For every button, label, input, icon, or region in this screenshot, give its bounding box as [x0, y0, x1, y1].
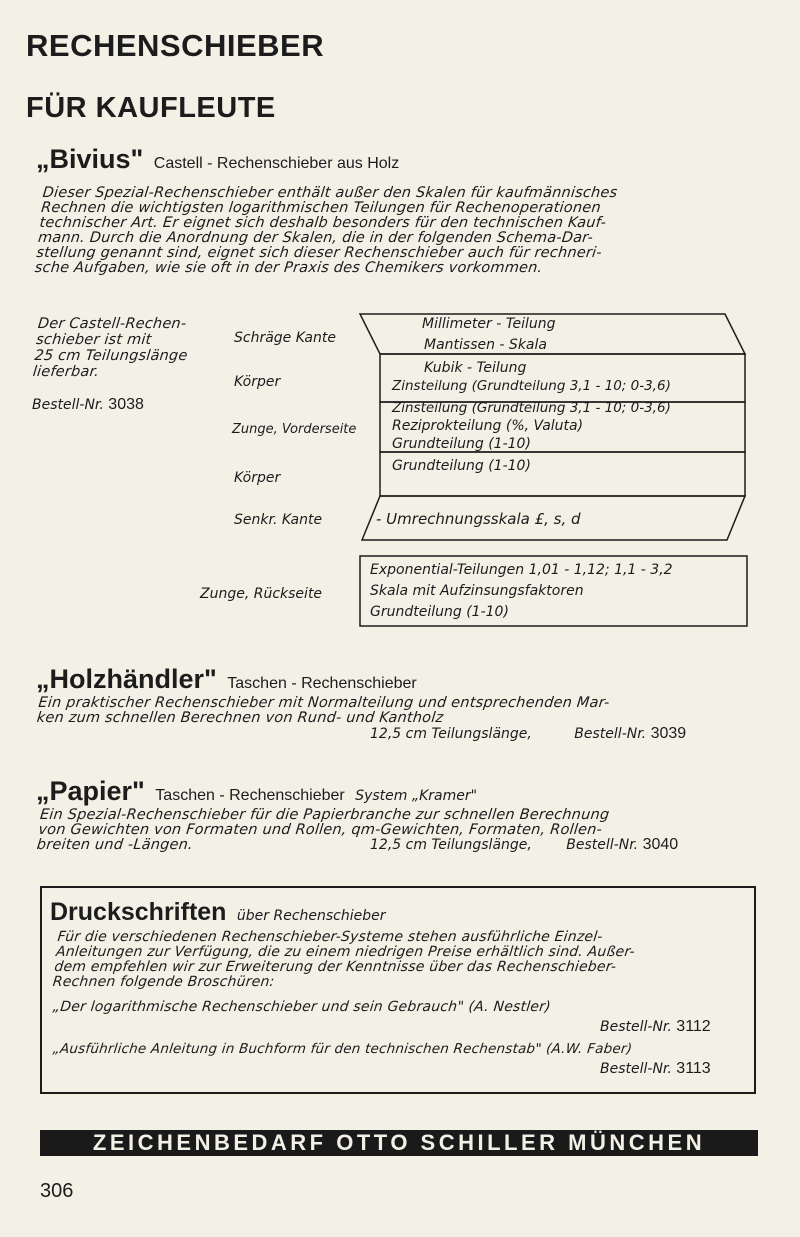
desc-line: Dieser Spezial-Rechenschieber enthält außer den Skalen für kaufmännisches: [41, 185, 619, 201]
label-koerper-1: Körper: [234, 374, 281, 390]
length-label: 12,5 cm Teilungslänge,: [370, 837, 532, 853]
page-subtitle: FÜR KAUFLEUTE: [26, 92, 276, 124]
order-number: 3112: [676, 1018, 711, 1035]
label-senkr-kante: Senkr. Kante: [234, 512, 323, 528]
order-label: Bestell-Nr.: [574, 726, 647, 742]
page-number: 306: [40, 1180, 74, 1202]
scale-exponential: Exponential-Teilungen 1,01 - 1,12; 1,1 - 3,2: [370, 562, 673, 578]
order-number: 3038: [108, 396, 144, 413]
label-schraege-kante: Schräge Kante: [234, 330, 336, 346]
note-line: Der Castell-Rechen-: [37, 316, 188, 332]
desc-line: Anleitungen zur Verfügung, die zu einem niedrigen Preise erhältlich sind. Außer-: [55, 944, 636, 960]
bivius-name: „Bivius": [36, 144, 144, 174]
scale-grund-3: Grundteilung (1-10): [370, 604, 509, 620]
book-1-order: [600, 1018, 711, 1036]
desc-line: dem empfehlen wir zur Erweiterung der Kenntnisse über das Rechenschieber-: [53, 959, 618, 975]
desc-line: technischer Art. Er eignet sich deshalb besonders für den technischen Kauf-: [38, 215, 607, 231]
scale-aufzinsung: Skala mit Aufzinsungsfaktoren: [370, 583, 584, 599]
desc-line: breiten und -Längen.: [36, 837, 194, 853]
label-zunge-rueckseite: Zunge, Rückseite: [200, 586, 323, 602]
papier-header: [36, 776, 477, 807]
order-number: 3040: [642, 836, 679, 853]
book-2-order: [600, 1060, 711, 1078]
papier-system: System „Kramer": [355, 788, 478, 804]
holzhaendler-order: [370, 725, 686, 743]
bivius-note: [32, 316, 192, 380]
bivius-header: [36, 144, 399, 175]
order-label: Bestell-Nr.: [600, 1061, 672, 1077]
holzhaendler-description: [36, 696, 610, 726]
papier-order: [370, 836, 678, 854]
desc-line: sche Aufgaben, wie sie oft in der Praxis des Chemikers vorkommen.: [34, 260, 544, 276]
label-koerper-2: Körper: [234, 470, 281, 486]
desc-line: von Gewichten von Formaten und Rollen, qm-Gewichten, Formaten, Rollen-: [37, 822, 603, 838]
page-title: RECHENSCHIEBER: [26, 28, 325, 63]
scale-umrechnung: - Umrechnungsskala £, s, d: [376, 510, 581, 528]
scale-millimeter: Millimeter - Teilung: [422, 316, 556, 332]
order-label: Bestell-Nr.: [32, 397, 104, 413]
desc-line: mann. Durch die Anordnung der Skalen, die in der folgenden Schema-Dar-: [37, 230, 594, 246]
scale-reziprok: Reziprokteilung (%, Valuta): [392, 418, 584, 434]
papier-name: „Papier": [36, 776, 145, 806]
holzhaendler-header: [36, 664, 417, 695]
desc-line: Für die verschiedenen Rechenschieber-Systeme stehen ausführliche Einzel-: [56, 929, 604, 945]
scale-zins-2: Zinsteilung (Grundteilung 3,1 - 10; 0-3,6): [392, 400, 671, 416]
book-1-title: „Der logarithmische Rechenschieber und sein Gebrauch" (A. Nestler): [52, 999, 552, 1015]
bivius-subtitle: Castell - Rechenschieber aus Holz: [153, 155, 400, 172]
holzhaendler-name: „Holzhändler": [36, 664, 217, 694]
desc-line: Rechnen folgende Broschüren:: [52, 974, 276, 990]
desc-line: ken zum schnellen Berechnen von Rund- und Kantholz: [36, 710, 445, 726]
druckschriften-header: [50, 898, 386, 927]
footer-banner: ZEICHENBEDARF OTTO SCHILLER MÜNCHEN: [40, 1130, 758, 1156]
book-2-title: „Ausführliche Anleitung in Buchform für den technischen Rechenstab" (A.W. Faber): [52, 1041, 633, 1057]
bivius-description: [34, 186, 783, 276]
scale-grund-1: Grundteilung (1-10): [392, 436, 531, 452]
scale-zins-1: Zinsteilung (Grundteilung 3,1 - 10; 0-3,6): [392, 378, 671, 394]
bivius-order: [32, 396, 144, 414]
scale-kubik: Kubik - Teilung: [424, 360, 527, 376]
length-label: 12,5 cm Teilungslänge,: [370, 726, 532, 742]
scale-grund-2: Grundteilung (1-10): [392, 458, 531, 474]
desc-line: Ein Spezial-Rechenschieber für die Papierbranche zur schnellen Berechnung: [39, 807, 611, 823]
order-label: Bestell-Nr.: [600, 1019, 672, 1035]
desc-line: Rechnen die wichtigsten logarithmischen Teilungen für Rechenoperationen: [40, 200, 602, 216]
note-line: 25 cm Teilungslänge: [33, 348, 189, 364]
druckschriften-title: Druckschriften: [50, 898, 227, 926]
desc-line: Ein praktischer Rechenschieber mit Normalteilung und entsprechenden Mar-: [37, 695, 611, 711]
desc-line: stellung genannt sind, eignet sich dieser Rechenschieber auch für rechneri-: [35, 245, 603, 261]
order-number: 3039: [650, 725, 687, 742]
note-line: lieferbar.: [32, 364, 100, 380]
druckschriften-description: [52, 930, 637, 990]
holzhaendler-subtitle: Taschen - Rechenschieber: [227, 675, 417, 692]
order-number: 3113: [676, 1060, 711, 1077]
label-zunge-vorderseite: Zunge, Vorderseite: [232, 422, 357, 437]
scale-mantissen: Mantissen - Skala: [424, 337, 547, 353]
druckschriften-subtitle: über Rechenschieber: [236, 908, 386, 924]
note-line: schieber ist mit: [35, 332, 153, 348]
papier-subtitle: Taschen - Rechenschieber: [155, 787, 345, 804]
order-label: Bestell-Nr.: [566, 837, 639, 853]
